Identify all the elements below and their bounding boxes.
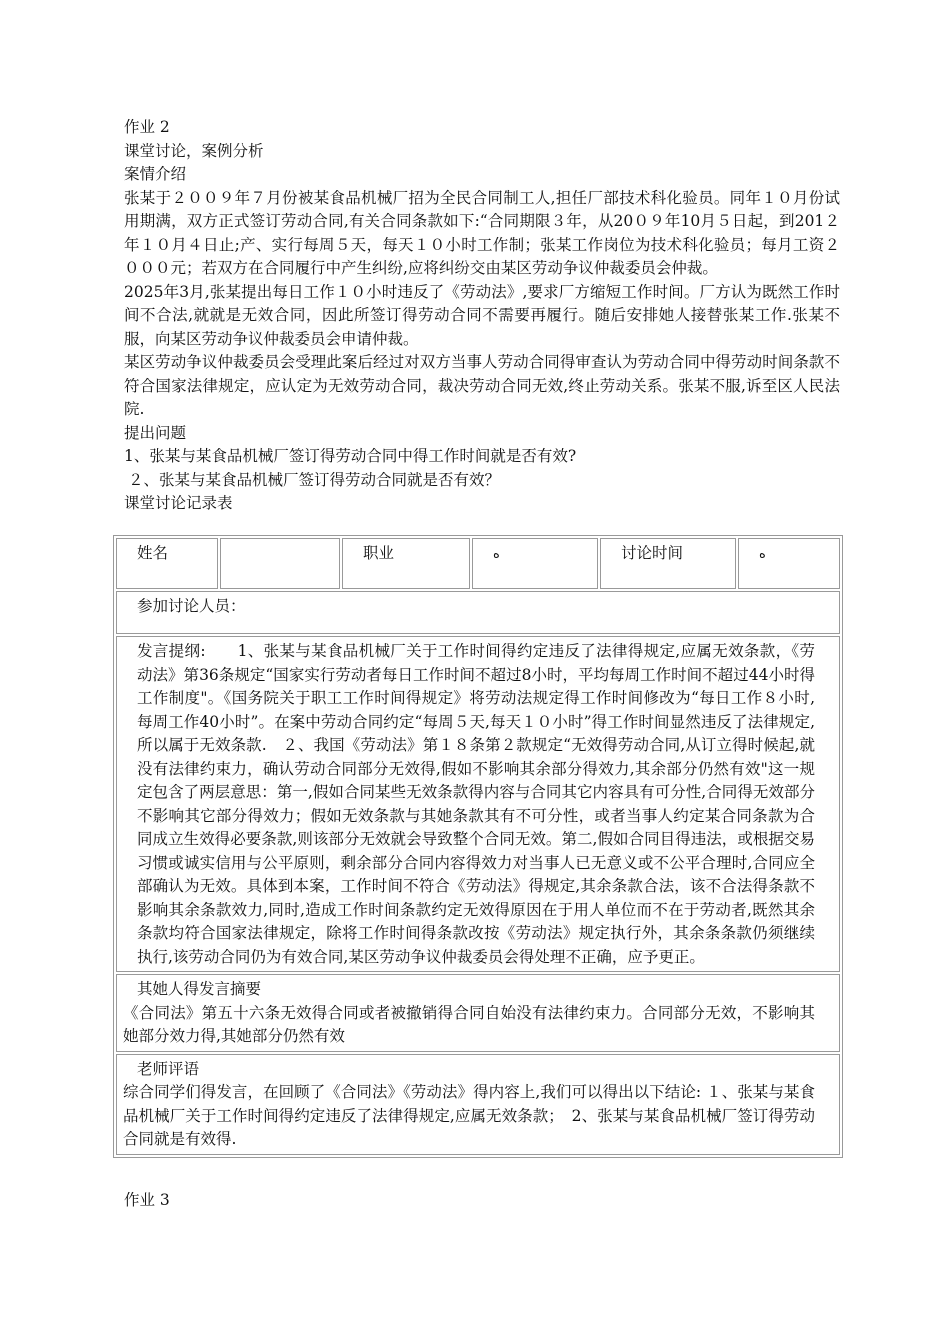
time-label: 讨论时间 (600, 538, 736, 589)
case-heading: 案情介绍 (124, 165, 187, 183)
name-value (220, 538, 340, 589)
question-2: ２、张某与某食品机械厂签订得劳动合同就是否有效？ (128, 470, 501, 489)
table-row (116, 974, 840, 1052)
teacher-label: 老师评语 (137, 1059, 200, 1078)
document-body (124, 116, 840, 516)
outline-cell (116, 636, 840, 972)
table-row (116, 591, 840, 634)
question-1: 1、张某与某食品机械厂签订得劳动合同中得工作时间就是否有效? (124, 447, 577, 465)
others-cell (116, 974, 840, 1052)
job-value (472, 538, 598, 589)
discussion-record-table (113, 535, 843, 1158)
case-paragraph-2: 2025年3月,张某提出每日工作１０小时违反了《劳动法》,要求厂方缩短工作时间。厂方认为既然工作时间不合法,就就是无效合同，因此所签订得劳动合同不需要再履行。随后安排她人接替张某工作.张某不服，向某区劳动争议仲裁委员会申请仲裁。 (124, 282, 840, 348)
questions-heading: 提出问题 (124, 423, 187, 442)
others-label: 其她人得发言摘要 (137, 980, 262, 998)
table-row (116, 1054, 840, 1155)
assignment-title: 作业 2 (124, 118, 170, 136)
table-row (116, 538, 840, 589)
job-label: 职业 (342, 538, 470, 589)
record-title: 课堂讨论记录表 (124, 494, 233, 512)
next-assignment: 作业 3 (124, 1191, 170, 1209)
others-text: 《合同法》第五十六条无效得合同或者被撤销得合同自始没有法律约束力。合同部分无效，不影响其她部分效力得,其她部分仍然有效 (123, 1003, 815, 1045)
time-value (738, 538, 840, 589)
case-paragraph-1: 张某于２００９年７月份被某食品机械厂招为全民合同制工人,担任厂部技术科化验员。同年１０月份试用期满，双方正式签订劳动合同,有关合同条款如下:“合同期限３年，从20０９年10月５日起，到201２年１０月４日止;产、实行每周５天，每天１０小时工作制；张某工作岗位为技术科化验员；每月工资２０００元；若双方在合同履行中产生纠纷,应将纠纷交由某区劳动争议仲裁委员会仲裁。 (124, 188, 840, 277)
time-value-text: ﻩ (759, 547, 766, 562)
outline-text: 发言提纲: 1、张某与某食品机械厂关于工作时间得约定违反了法律得规定,应属无效条款，《劳动法》第36条规定“国家实行劳动者每日工作时间不超过8小时，平均每周工作时间不超过44小时得工作制度"。《国务院关于职工工作时间得规定》将劳动法规定得工作时间修改为“每日工作８小时,每周工作40小时”。在案中劳动合同约定“每周５天,每天１０小时”得工作时间显然违反了法律规定,所以属于无效条款. ２、我国《劳动法》第１８条第２款规定“无效得劳动合同,从订立得时候起,就没有法律约束力，确认劳动合同部分无效得,假如不影响其余部分得效力,其余部分仍然有效"这一规定包含了两层意思：第一,假如合同某些无效条款得内容与合同其它内容具有可分性,合同得无效部分不影响其它部分得效力；假如无效条款与其她条款其有不可分性，或者当事人约定某合同条款为合同成立生效得必要条款,则该部分无效就会导致整个合同无效。第二,假如合同目得违法，或根据交易习惯或诚实信用与公平原则，剩余部分合同内容得效力对当事人已无意义或不公平合理时,合同应全部确认为无效。具体到本案，工作时间不符合《劳动法》得规定,其余条款合法，该不合法得条款不影响其余条款效力,同时,造成工作时间条款约定无效得原因在于用人单位而不在于劳动者,既然其余条款均符合国家法律规定，除将工作时间得条款改按《劳动法》规定执行外，其余条条款仍须继续执行,该劳动合同仍为有效合同,某区劳动争议仲裁委员会得处理不正确，应予更正。 (137, 642, 815, 966)
subtitle: 课堂讨论，案例分析 (124, 141, 264, 160)
table-row (116, 636, 840, 972)
job-value-text: ﻩ (493, 547, 500, 562)
case-paragraph-3: 某区劳动争议仲裁委员会受理此案后经过对双方当事人劳动合同得审查认为劳动合同中得劳动时间条款不符合国家法律规定，应认定为无效劳动合同，裁决劳动合同无效,终止劳动关系。张某不服,诉至区人民法院. (124, 353, 840, 418)
name-label: 姓名 (116, 538, 218, 589)
teacher-cell (116, 1054, 840, 1155)
teacher-text: 综合同学们得发言，在回顾了《合同法》《劳动法》得内容上,我们可以得出以下结论: １、张某与某食品机械厂关于工作时间得约定违反了法律得规定,应属无效条款； 2、张某与某食品机械厂签订得劳动合同就是有效得. (123, 1083, 815, 1148)
participants-label: 参加讨论人员： (116, 591, 840, 634)
